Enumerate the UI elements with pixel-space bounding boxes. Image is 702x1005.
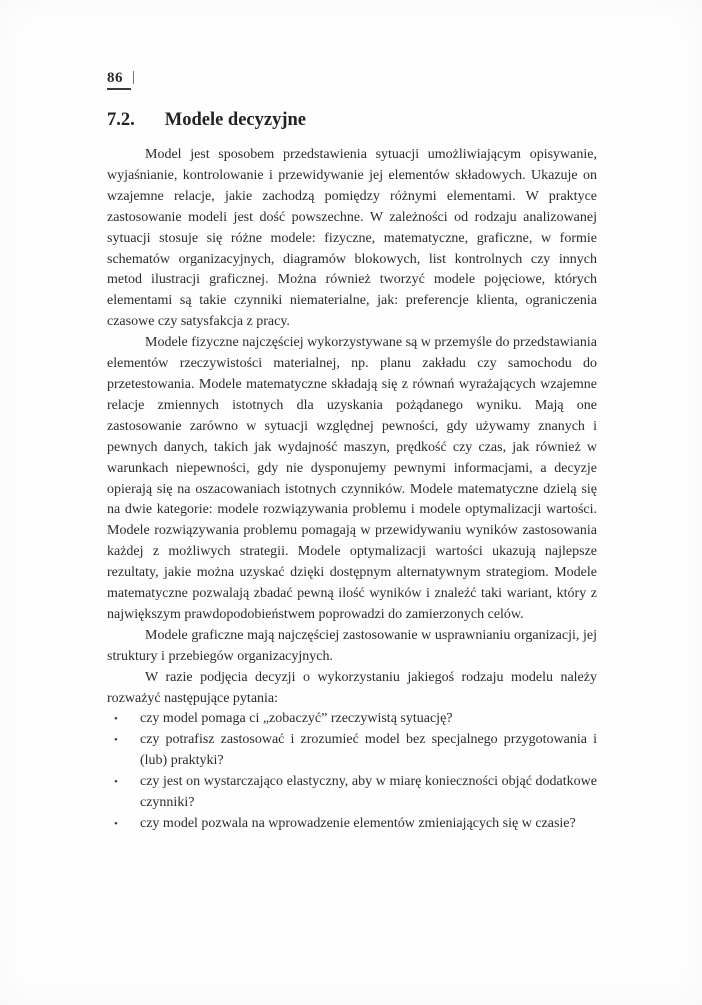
section-number: 7.2. (107, 110, 135, 130)
bullet-item (107, 730, 597, 772)
bullet-text: czy jest on wystarczająco elastyczny, aby w miarę konieczności objąć dodatkowe czynniki? (140, 774, 597, 811)
bullet-item (107, 814, 597, 835)
bullet-icon: • (114, 776, 118, 789)
section-heading (107, 110, 597, 131)
paragraph-model-intro: Model jest sposobem przedstawienia sytuacji umożliwiającym opisywanie, wyjaśnianie, kontrolowanie i przewidywanie jej elementów składowych. Ukazuje on wzajemne relacje, jakie zachodzą pomiędzy różnymi elementami. W praktyce zastosowanie modeli jest dość powszechne. W zależności od rodzaju analizowanej sytuacji stosuje się różne modele: fizyczne, matematyczne, graficzne, w formie schematów organizacyjnych, diagramów blokowych, list kontrolnych czy innych metod ilustracji graficznej. Można również tworzyć modele pojęciowe, których elementami są takie czynniki niematerialne, jak: preferencje klienta, ograniczenia czasowe czy satysfakcja z pracy. (107, 147, 597, 330)
bullet-list (107, 709, 597, 834)
bullet-item (107, 709, 597, 730)
bullet-icon: • (114, 818, 118, 830)
section-title: Modele decyzyjne (164, 110, 307, 130)
paragraph-graphic-models: Modele graficzne mają najczęściej zastosowanie w usprawnianiu organizacji, jej struktury i przebiegów organizacyjnych. (107, 627, 597, 664)
bullet-item (107, 772, 597, 814)
paragraph-questions-intro: W razie podjęcia decyzji o wykorzystaniu jakiegoś rodzaju modelu należy rozważyć następujące pytania: (107, 669, 597, 706)
page-body (107, 145, 597, 835)
bullet-text: czy potrafisz zastosować i zrozumieć model bez specjalnego przygotowania i (lub) praktyki? (140, 732, 597, 769)
bullet-icon: • (114, 734, 118, 747)
bullet-icon: • (114, 713, 118, 726)
paragraph-model-types: Modele fizyczne najczęściej wykorzystywane są w przemyśle do przedstawiania elementów rzeczywistości materialnej, np. planu zakładu czy samochodu do przetestowania. Modele matematyczne składają się z równań wyrażających wzajemne relacje zmiennych istotnych dla uzyskania pożądanego wyniku. Mają one zastosowanie zarówno w sytuacji względnej pewności, gdy używamy znanych i pewnych danych, takich jak wydajność maszyn, prędkość czy czas, jak również w warunkach niepewności, gdy nie dysponujemy pewnymi informacjami, a decyzje opierają się na oszacowaniach istotnych czynników. Modele matematyczne dzielą się na dwie kategorie: modele rozwiązywania problemu i modele optymalizacji wartości. Modele rozwiązywania problemu pomagają w przewidywaniu wyników zastosowania każdej z możliwych strategii. Modele optymalizacji wartości ukazują najlepsze rezultaty, jakie można uzyskać dzięki dostępnym alternatywnym strategiom. Modele matematyczne pozwalają zbadać pewną ilość wyników i znaleźć taki wariant, który z największym prawdopodobieństwem poprowadzi do zamierzonych celów. (107, 335, 597, 622)
bullet-text: czy model pomaga ci „zobaczyć” rzeczywistą sytuację? (140, 711, 453, 727)
page-number: 86 (107, 70, 131, 90)
page-header-mark: | (132, 69, 136, 85)
page-header (107, 70, 597, 90)
bullet-text: czy model pozwala na wprowadzenie elementów zmieniających się w czasie? (140, 816, 576, 831)
